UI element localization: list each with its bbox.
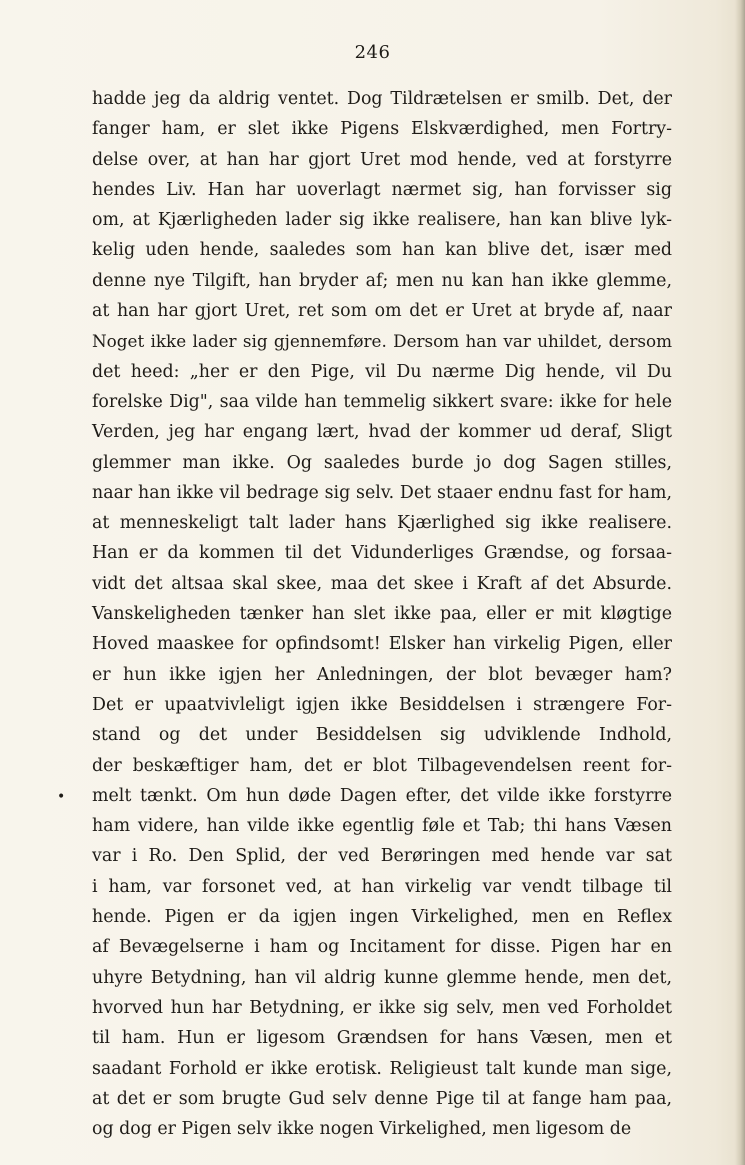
text-line: er hun ikke igjen her Anledningen, der blot bevæger ham? — [92, 664, 672, 685]
text-line: det heed: „her er den Pige, vil Du nærme Dig hende, vil Du — [92, 361, 672, 382]
text-line: uhyre Betydning, han vil aldrig kunne glemme hende, men det, — [92, 967, 672, 988]
text-line: at han har gjort Uret, ret som om det er Uret at bryde af, naar — [92, 301, 672, 322]
text-line: stand og det under Besiddelsen sig udviklende Indhold, — [92, 725, 672, 746]
text-line: hende. Pigen er da igjen ingen Virkelighed, men en Reflex — [92, 907, 672, 928]
text-line: fanger ham, er slet ikke Pigens Elskværdighed, men Fortry- — [92, 119, 672, 140]
text-line: Hoved maaskee for opfindsomt! Elsker han virkelig Pigen, eller — [92, 634, 672, 655]
body-text — [92, 84, 672, 1144]
text-line: vidt det altsaa skal skee, maa det skee i Kraft af det Absurde. — [92, 573, 672, 594]
text-line: i ham, var forsonet ved, at han virkelig var vendt tilbage til — [92, 876, 672, 897]
text-line: melt tænkt. Om hun døde Dagen efter, det vilde ikke forstyrre — [92, 785, 672, 806]
text-line: der beskæftiger ham, det er blot Tilbagevendelsen reent for- — [92, 755, 672, 776]
text-line: om, at Kjærligheden lader sig ikke realisere, han kan blive lyk- — [92, 210, 672, 231]
page-edge-shadow — [735, 0, 745, 1165]
text-line: Det er upaatvivleligt igjen ikke Besiddelsen i strængere For- — [92, 694, 672, 715]
margin-mark: • — [57, 789, 66, 805]
text-line: ham videre, han vilde ikke egentlig føle et Tab; thi hans Væsen — [92, 816, 672, 837]
text-line: af Bevægelserne i ham og Incitament for disse. Pigen har en — [92, 937, 672, 958]
text-line: denne nye Tilgift, han bryder af; men nu kan han ikke glemme, — [92, 270, 672, 291]
text-line: hvorved hun har Betydning, er ikke sig selv, men ved Forholdet — [92, 997, 672, 1018]
text-line: kelig uden hende, saaledes som han kan blive det, især med — [92, 240, 672, 261]
text-line: Vanskeligheden tænker han slet ikke paa, eller er mit kløgtige — [92, 604, 672, 625]
page-number: 246 — [354, 42, 391, 63]
text-line: hendes Liv. Han har uoverlagt nærmet sig, han forvisser sig — [92, 179, 672, 200]
text-line: Verden, jeg har engang lært, hvad der kommer ud deraf, Sligt — [92, 422, 672, 443]
text-line: Han er da kommen til det Vidunderliges Grændse, og forsaa- — [92, 543, 672, 564]
text-line: til ham. Hun er ligesom Grændsen for hans Væsen, men et — [92, 1028, 672, 1049]
text-line: at menneskeligt talt lader hans Kjærlighed sig ikke realisere. — [92, 513, 672, 534]
text-line: delse over, at han har gjort Uret mod hende, ved at forstyrre — [92, 149, 672, 170]
text-line: hadde jeg da aldrig ventet. Dog Tildrætelsen er smilb. Det, der — [92, 89, 672, 109]
text-line: og dog er Pigen selv ikke nogen Virkelighed, men ligesom de — [92, 1119, 632, 1140]
text-line: glemmer man ikke. Og saaledes burde jo dog Sagen stilles, — [92, 452, 672, 473]
text-line: saadant Forhold er ikke erotisk. Religieust talt kunde man sige, — [92, 1058, 672, 1079]
text-line: naar han ikke vil bedrage sig selv. Det staaer endnu fast for ham, — [92, 482, 672, 503]
text-line: Noget ikke lader sig gjennemføre. Dersom han var uhildet, dersom — [92, 331, 672, 352]
text-line: at det er som brugte Gud selv denne Pige til at fange ham paa, — [92, 1088, 672, 1109]
text-line: forelske Dig", saa vilde han temmelig sikkert svare: ikke for hele — [92, 391, 672, 412]
text-line: var i Ro. Den Splid, der ved Berøringen med hende var sat — [92, 846, 672, 867]
